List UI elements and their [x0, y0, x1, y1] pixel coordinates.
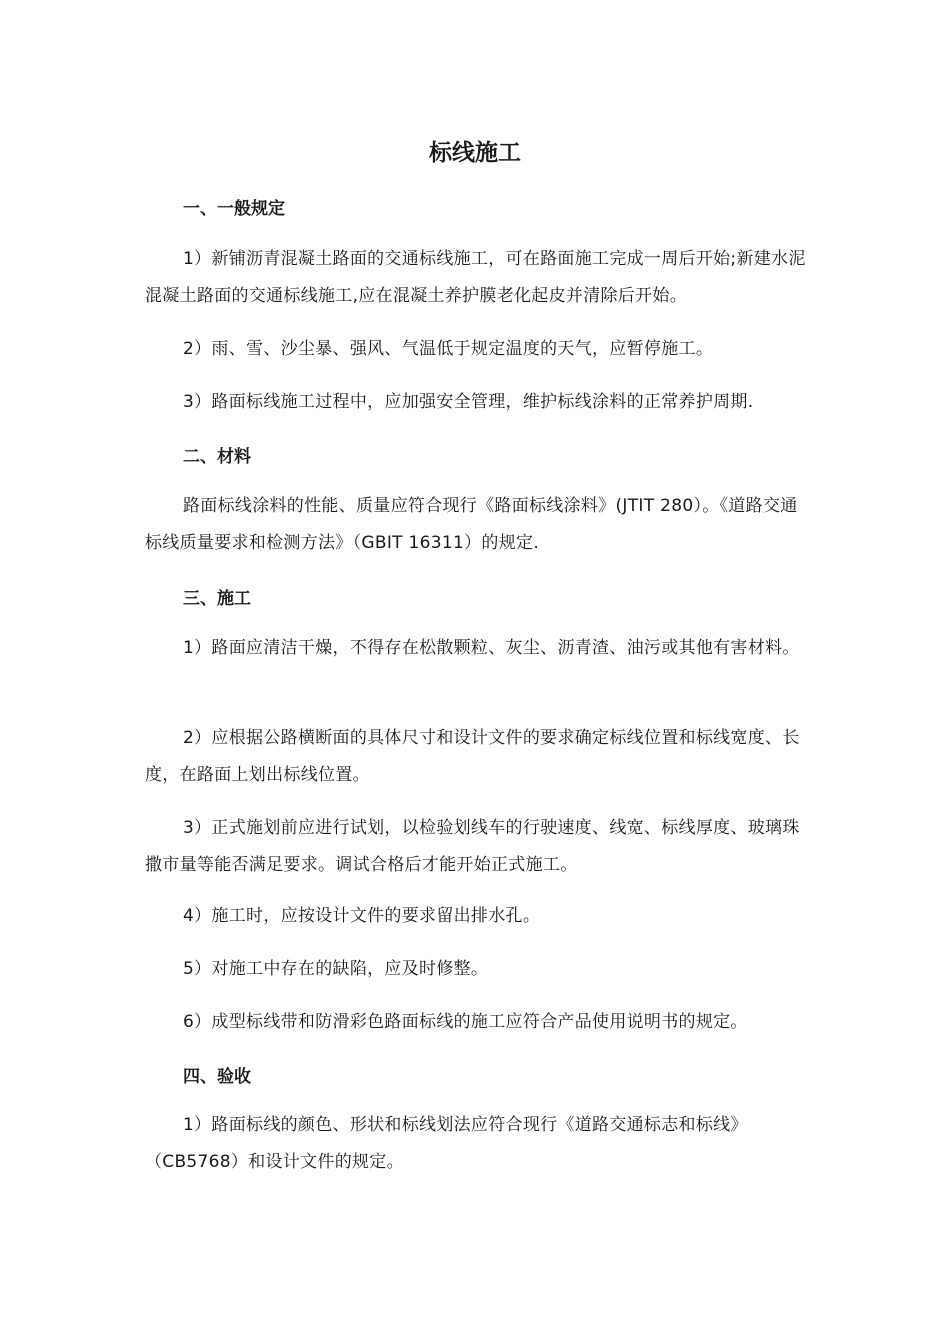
paragraph: 3）路面标线施工过程中，应加强安全管理，维护标线涂料的正常养护周期. [183, 392, 754, 412]
section-heading-acceptance: 四、验收 [183, 1067, 251, 1087]
paragraph: 2）应根据公路横断面的具体尺寸和设计文件的要求确定标线位置和标线宽度、长度，在路面上划出标线位置。 [145, 728, 800, 785]
paragraph: 3）正式施划前应进行试划，以检验划线车的行驶速度、线宽、标线厚度、玻璃珠撒市量等能否满足要求。调试合格后才能开始正式施工。 [145, 818, 800, 875]
paragraph: 1）路面标线的颜色、形状和标线划法应符合现行《道路交通标志和标线》（CB5768）和设计文件的规定。 [145, 1115, 748, 1172]
paragraph: 1）新铺沥青混凝土路面的交通标线施工，可在路面施工完成一周后开始;新建水泥混凝土路面的交通标线施工,应在混凝土养护膜老化起皮并清除后开始。 [145, 249, 806, 306]
paragraph: 2）雨、雪、沙尘暴、强风、气温低于规定温度的天气，应暂停施工。 [183, 339, 714, 359]
paragraph: 1）路面应清洁干燥，不得存在松散颗粒、灰尘、沥青渣、油污或其他有害材料。 [183, 638, 800, 658]
section-heading-general: 一、一般规定 [183, 199, 285, 219]
paragraph: 路面标线涂料的性能、质量应符合现行《路面标线涂料》(JTIT 280）。《道路交通标线质量要求和检测方法》（GBIT 16311）的规定. [145, 496, 798, 553]
document-title: 标线施工 [429, 140, 521, 166]
section-heading-materials: 二、材料 [183, 447, 251, 467]
section-heading-construction: 三、施工 [183, 589, 251, 609]
paragraph: 5）对施工中存在的缺陷，应及时修整。 [183, 959, 489, 979]
paragraph: 6）成型标线带和防滑彩色路面标线的施工应符合产品使用说明书的规定。 [183, 1012, 748, 1032]
paragraph: 4）施工时，应按设计文件的要求留出排水孔。 [183, 906, 541, 926]
